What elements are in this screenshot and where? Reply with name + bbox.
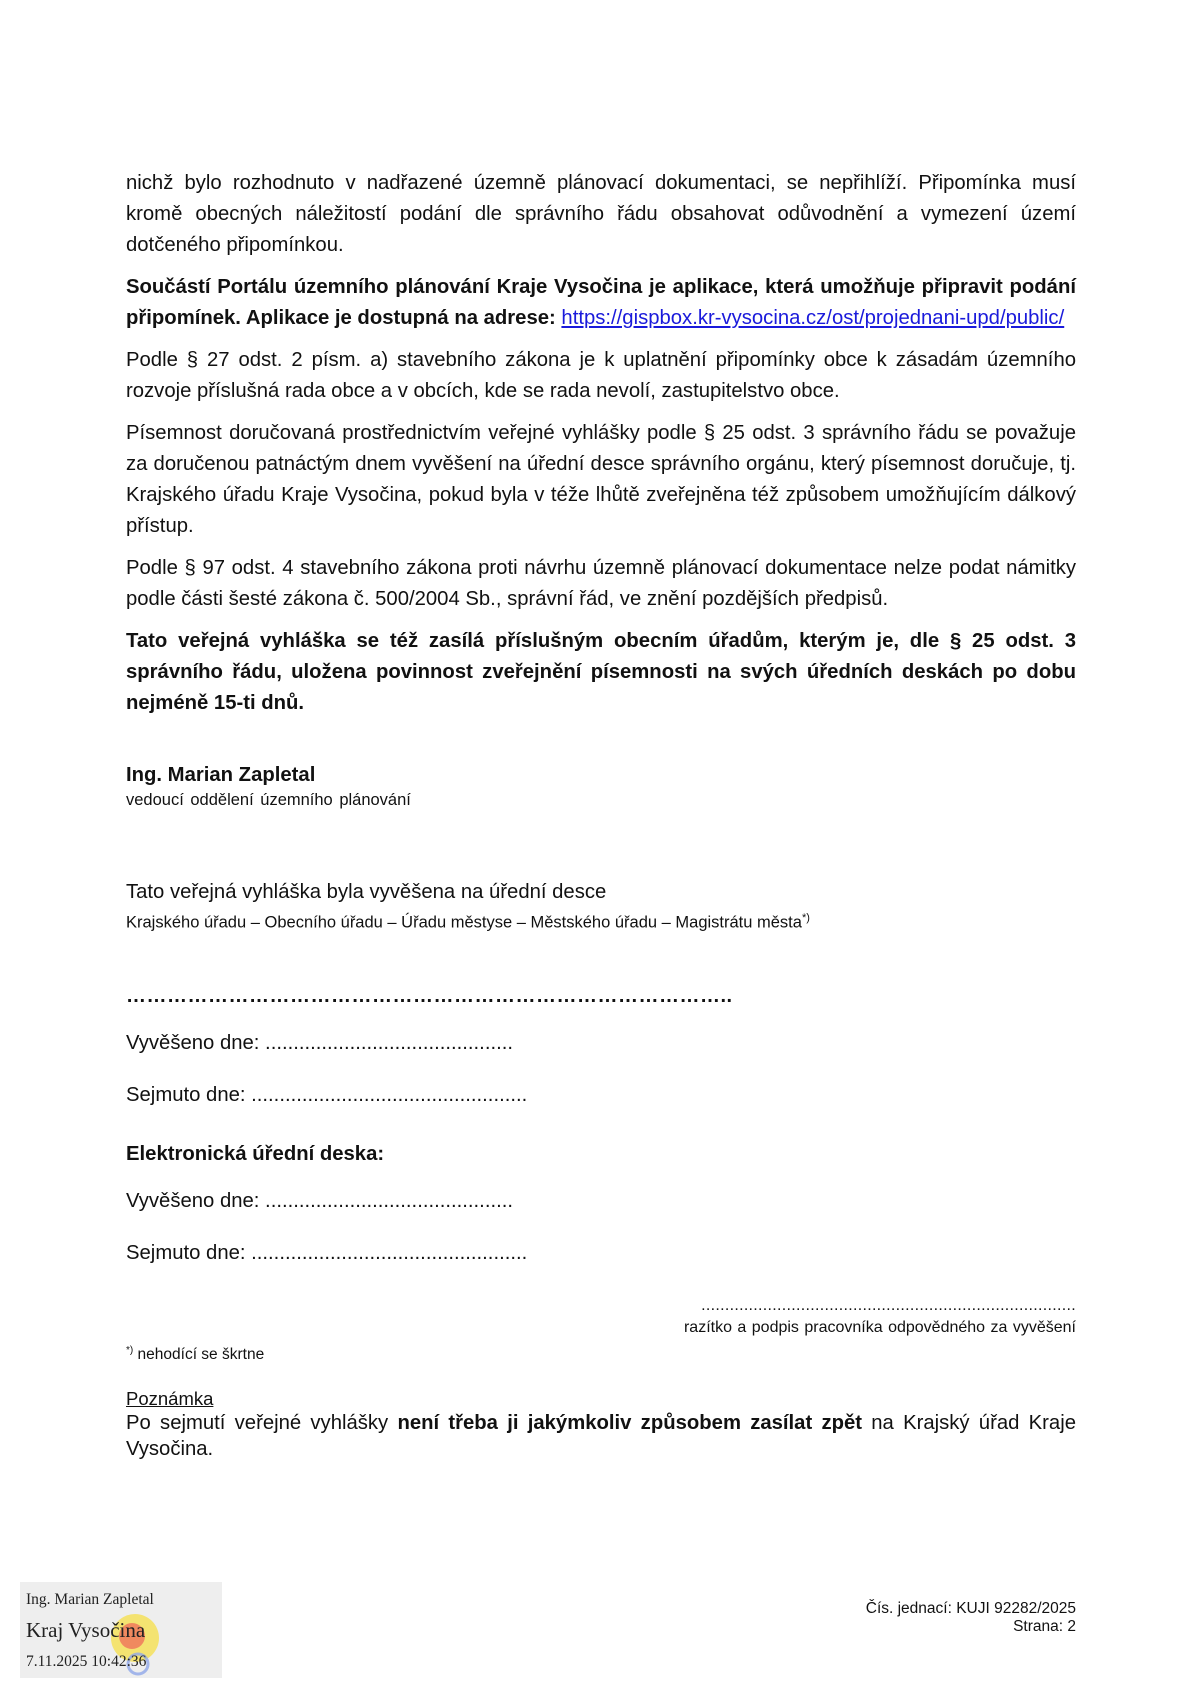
paragraph-municipal-offices: Tato veřejná vyhláška se též zasílá příslušným obecním úřadům, kterým je, dle § 25 odst. 3 správního řádu, uložena povinnost zveřejnění písemnosti na svých úředních deskách po dobu nejméně 15-ti dnů.: [126, 630, 1076, 714]
portal-app-text: Součástí Portálu územního plánování Kraje Vysočina je aplikace, která umožňuje připravit podání připomínek. Aplikace je dostupná na adrese:: [126, 276, 1076, 329]
paragraph-council-competence: Podle § 27 odst. 2 písm. a) stavebního zákona je k uplatnění připomínky obce k zásadám územního rozvoje příslušná rada obce a v obcích, kde se rada nevolí, zastupitelstvo obce.: [126, 349, 1076, 402]
posted-subtitle: [126, 906, 1076, 935]
page-footer: [866, 1600, 1076, 1636]
posted-date-field: Vyvěšeno dne: ............................................: [126, 1031, 513, 1054]
paragraph-delivery: Písemnost doručovaná prostřednictvím veřejné vyhlášky podle § 25 odst. 3 správního řádu se považuje za doručenou patnáctým dnem vyvěšení na úřední desce správního orgánu, který písemnost doručuje, tj. Krajského úřadu Kraje Vysočina, pokud byla v téže lhůtě zveřejněna též způsobem umožňujícím dálkový přístup.: [126, 422, 1076, 537]
reference-number: Čís. jednací: KUJI 92282/2025: [865, 1600, 1076, 1617]
note-text-end: na Krajský úřad Kraje Vysočina.: [126, 1411, 1076, 1460]
signer-name: Ing. Marian Zapletal: [126, 764, 316, 786]
stamp-organization: Kraj Vysočina: [26, 1618, 146, 1642]
page-number: Strana: 2: [1013, 1618, 1076, 1635]
posted-subtitle-text: Krajského úřadu – Obecního úřadu – Úřadu městyse – Městského úřadu – Magistrátu města: [126, 913, 802, 932]
office-name-blank: ……………………………………………………………………………..: [126, 984, 733, 1007]
paragraph-portal-app: [126, 272, 1076, 334]
note-text: [126, 1410, 1076, 1462]
document-page: [126, 168, 1076, 1462]
stamp-signature-dots: ...............................................................................: [701, 1296, 1076, 1314]
stamp-datetime: 7.11.2025 10:42:36: [26, 1653, 147, 1670]
removed-date-field: Sejmuto dne: .................................................: [126, 1083, 528, 1106]
posted-title: Tato veřejná vyhláška byla vyvěšena na úřední desce: [126, 881, 607, 903]
stamp-signer: Ing. Marian Zapletal: [26, 1591, 154, 1608]
electronic-board-title: Elektronická úřední deska:: [126, 1142, 385, 1165]
stamp-signature-block: [126, 1297, 1076, 1345]
signer-role: vedoucí oddělení územního plánování: [126, 791, 411, 809]
note-heading: Poznámka: [126, 1387, 214, 1409]
footnote-mark: *): [126, 1344, 134, 1356]
paragraph-comment-requirements: nichž bylo rozhodnuto v nadřazené územně plánovací dokumentaci, se nepřihlíží. Připomínka musí kromě obecných náležitostí podání dle správního řádu obsahovat odůvodnění a vymezení území dotčeného připomínkou.: [126, 172, 1076, 256]
stamp-signature-caption: razítko a podpis pracovníka odpovědného za vyvěšení: [683, 1318, 1076, 1336]
paragraph-objections: Podle § 97 odst. 4 stavebního zákona proti návrhu územně plánovací dokumentace nelze podat námitky podle části šesté zákona č. 500/2004 Sb., správní řád, ve znění pozdějších předpisů.: [126, 557, 1076, 610]
e-removed-date-field: Sejmuto dne: .................................................: [126, 1241, 528, 1264]
footnote-text: nehodící se škrtne: [133, 1345, 265, 1363]
e-posted-date-field: Vyvěšeno dne: ............................................: [126, 1189, 513, 1212]
electronic-signature-stamp: [20, 1582, 222, 1678]
portal-app-link[interactable]: https://gispbox.kr-vysocina.cz/ost/projednani-upd/public/: [561, 307, 1065, 329]
note-text-bold: není třeba ji jakýmkoliv způsobem zasílat zpět: [397, 1411, 863, 1434]
footnote: [126, 1345, 1076, 1364]
note-text-start: Po sejmutí veřejné vyhlášky: [126, 1411, 398, 1434]
posted-subtitle-mark: *): [801, 912, 810, 924]
